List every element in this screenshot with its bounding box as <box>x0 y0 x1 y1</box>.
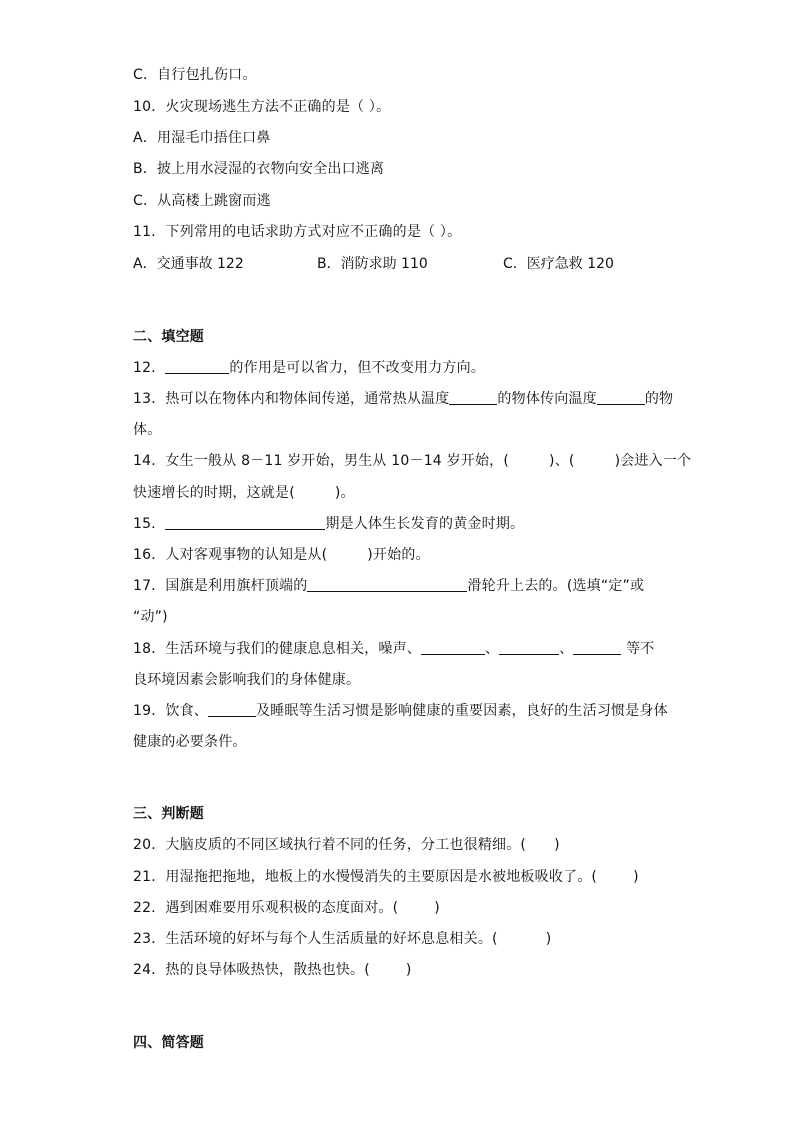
answer-blank[interactable] <box>165 515 325 530</box>
question-24-text: 24．热的良导体吸热快，散热也快。( <box>133 962 370 978</box>
question-10: 10．火灾现场逃生方法不正确的是（ ）。 <box>133 99 391 115</box>
question-10-option-c: C．从高楼上跳窗而逃 <box>133 193 271 209</box>
question-14-continuation <box>133 484 355 502</box>
question-15-number: 15． <box>133 516 166 532</box>
question-18-separator: 、 <box>485 641 500 657</box>
question-23 <box>133 930 551 948</box>
answer-blank[interactable] <box>499 640 559 655</box>
question-14-text-c: )会进入一个 <box>614 453 692 469</box>
question-18-separator: 、 <box>559 641 574 657</box>
question-19-text-b: 及睡眠等生活习惯是影响健康的重要因素，良好的生活习惯是身体 <box>256 703 668 719</box>
question-22-text: 22．遇到困难要用乐观积极的态度面对。( <box>133 900 399 916</box>
section-heading-fill-in: 二、填空题 <box>133 329 204 345</box>
question-23-text: 23．生活环境的好坏与每个人生活质量的好坏息息相关。( <box>133 931 498 947</box>
question-12-number: 12． <box>133 360 166 376</box>
question-14-text-a: 14．女生一般从 8－11 岁开始，男生从 10－14 岁开始，( <box>133 453 510 469</box>
answer-blank[interactable] <box>421 640 485 655</box>
question-16 <box>133 546 430 564</box>
section-heading-short-answer: 四、简答题 <box>133 1035 204 1051</box>
answer-blank[interactable] <box>573 640 621 655</box>
question-13-text-a: 13．热可以在物体内和物体间传递，通常热从温度 <box>133 391 450 407</box>
question-10-option-b: B．披上用水浸湿的衣物向安全出口逃离 <box>133 161 385 177</box>
close-paren: ) <box>554 837 560 853</box>
question-17-continuation: “动”) <box>133 609 168 625</box>
question-16-text-a: 16．人对客观事物的认知是从( <box>133 547 328 563</box>
question-20-text: 20．大脑皮质的不同区域执行着不同的任务，分工也很精细。( <box>133 837 527 853</box>
question-22 <box>133 899 440 917</box>
question-21-text: 21．用湿拖把拖地，地板上的水慢慢消失的主要原因是水被地板吸收了。( <box>133 869 598 885</box>
answer-blank[interactable] <box>597 390 645 405</box>
question-18 <box>133 640 654 658</box>
answer-blank[interactable] <box>165 359 229 374</box>
question-24 <box>133 961 412 979</box>
question-12 <box>133 359 485 377</box>
close-paren: ) <box>545 931 552 947</box>
answer-blank[interactable] <box>449 390 497 405</box>
question-14 <box>133 452 691 470</box>
question-11: 11．下列常用的电话求助方式对应不正确的是（ ）。 <box>133 224 462 240</box>
question-18-text-a: 18．生活环境与我们的健康息息相关，噪声、 <box>133 641 422 657</box>
question-10-option-a: A．用湿毛巾捂住口鼻 <box>133 130 271 146</box>
question-13 <box>133 390 673 408</box>
question-11-option-c: C．医疗急救 120 <box>503 256 614 272</box>
question-13-continuation: 体。 <box>133 422 162 438</box>
question-13-text-c: 的物 <box>644 391 674 407</box>
question-15-text: 期是人体生长发育的黄金时期。 <box>325 516 525 532</box>
answer-blank[interactable] <box>307 577 467 592</box>
question-11-option-b: B．消防求助 110 <box>317 256 428 272</box>
question-12-text: 的作用是可以省力，但不改变用力方向。 <box>229 360 486 376</box>
close-paren: ) <box>434 900 440 916</box>
question-20 <box>133 836 560 854</box>
question-18-continuation: 良环境因素会影响我们的身体健康。 <box>133 672 361 688</box>
question-17 <box>133 577 644 595</box>
question-19 <box>133 702 668 720</box>
close-paren: ) <box>633 869 639 885</box>
question-17-text-a: 17．国旗是利用旗杆顶端的 <box>133 578 308 594</box>
question-14-text-b: )、( <box>549 453 575 469</box>
answer-blank[interactable] <box>208 702 256 717</box>
question-14-text-e: )。 <box>334 485 355 501</box>
question-14-text-d: 快速增长的时期，这就是( <box>133 485 295 501</box>
question-16-text-b: )开始的。 <box>367 547 430 563</box>
question-21 <box>133 868 639 886</box>
question-15 <box>133 515 524 533</box>
question-17-text-b: 滑轮升上去的。(选填“定”或 <box>467 578 645 594</box>
close-paren: ) <box>405 962 412 978</box>
question-19-continuation: 健康的必要条件。 <box>133 734 247 750</box>
question-18-text-b: 等不 <box>621 641 655 657</box>
question-19-text-a: 19．饮食、 <box>133 703 209 719</box>
question-11-option-a: A．交通事故 122 <box>133 256 244 272</box>
question-13-text-b: 的物体传向温度 <box>497 391 597 407</box>
section-heading-true-false: 三、判断题 <box>133 806 204 822</box>
q9-option-c: C．自行包扎伤口。 <box>133 67 257 83</box>
